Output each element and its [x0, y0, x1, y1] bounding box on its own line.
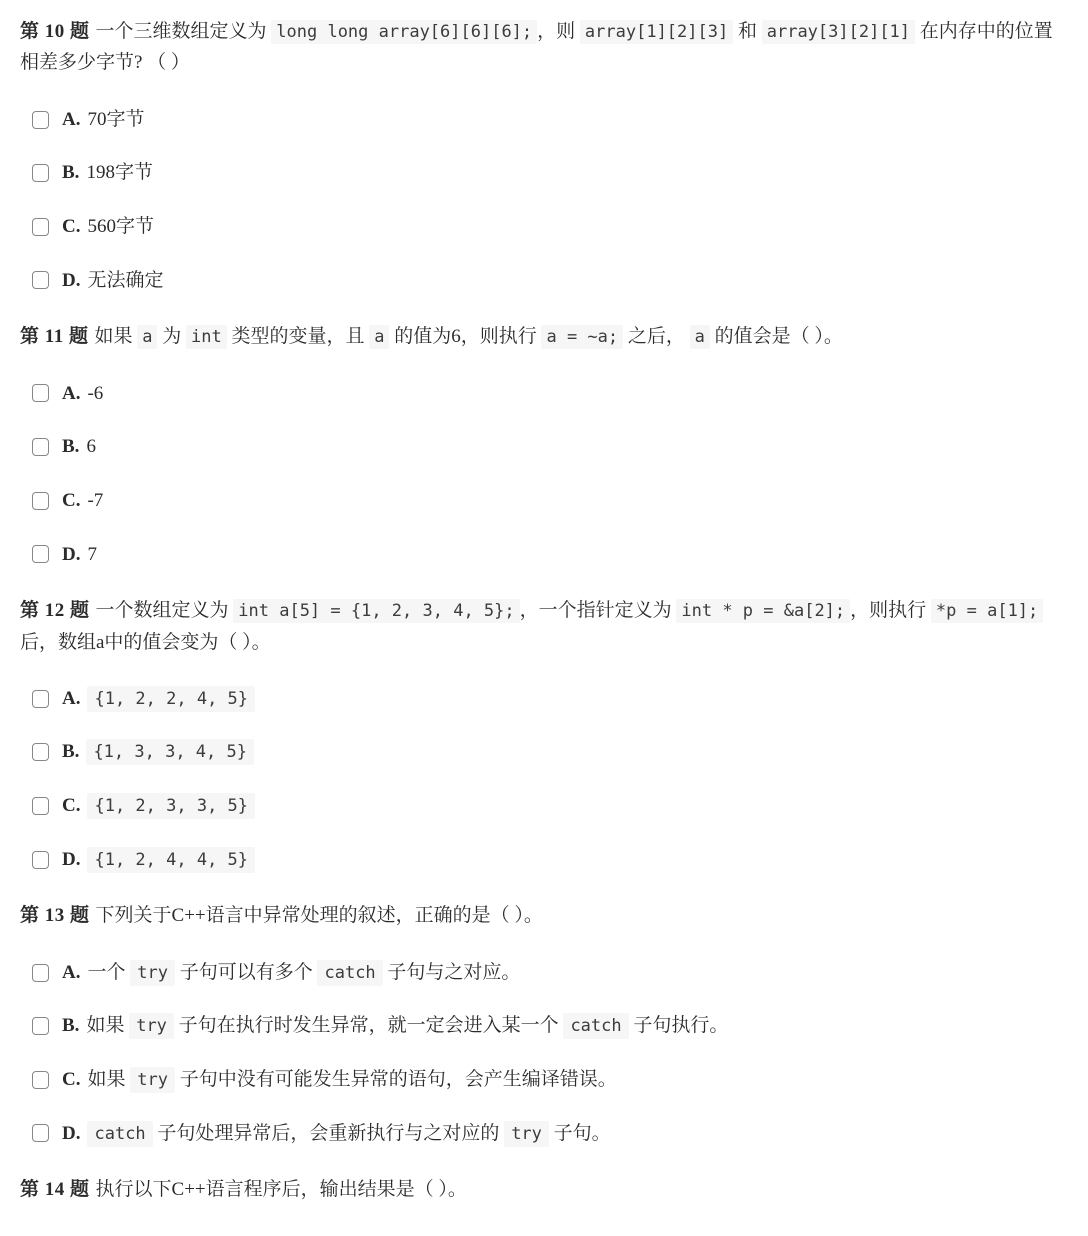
inline-code: catch	[87, 1121, 152, 1147]
option-content	[87, 542, 97, 568]
inline-code: a	[690, 325, 710, 349]
text-segment: 子句在执行时发生异常，就一定会进入某一个	[173, 1015, 564, 1037]
inline-code: catch	[563, 1013, 628, 1039]
option-content	[87, 107, 144, 133]
option-row-q11-B	[32, 434, 1066, 460]
option-checkbox[interactable]	[32, 851, 49, 869]
inline-code: a = ~a;	[541, 325, 623, 349]
inline-code: {1, 3, 3, 4, 5}	[86, 739, 254, 765]
text-segment: 如果	[86, 1015, 130, 1037]
inline-code: {1, 2, 3, 3, 5}	[87, 793, 255, 819]
inline-code: int a[5] = {1, 2, 3, 4, 5};	[233, 599, 519, 623]
option-content	[87, 488, 103, 514]
question-12	[20, 595, 1066, 872]
text-segment: 一个数组定义为	[95, 600, 234, 622]
option-checkbox[interactable]	[32, 164, 49, 182]
option-row-q12-C	[32, 793, 1066, 819]
option-row-q12-D	[32, 847, 1066, 873]
inline-code: try	[130, 960, 175, 986]
option-letter: D.	[62, 543, 81, 565]
option-letter: A.	[62, 108, 81, 130]
question-11	[20, 321, 1066, 567]
option-letter: A.	[62, 687, 81, 709]
text-segment: 如果	[87, 1069, 131, 1091]
question-stem	[20, 321, 1066, 352]
option-content	[87, 1121, 610, 1147]
option-checkbox[interactable]	[32, 1017, 49, 1035]
option-letter: D.	[62, 1122, 81, 1144]
inline-code: try	[129, 1013, 174, 1039]
option-checkbox[interactable]	[32, 743, 49, 761]
question-number: 第 13 题	[20, 905, 90, 927]
text-segment: 一个	[87, 961, 131, 983]
option-checkbox[interactable]	[32, 1124, 49, 1142]
inline-code: int	[186, 325, 227, 349]
option-row-q10-A	[32, 107, 1066, 133]
inline-code: a	[137, 325, 157, 349]
text-segment: 子句与之对应。	[382, 961, 521, 983]
option-letter: B.	[62, 162, 80, 184]
option-letter: C.	[62, 215, 81, 237]
inline-code: {1, 2, 4, 4, 5}	[87, 847, 255, 873]
option-row-q10-C	[32, 214, 1066, 240]
text-segment: 198字节	[86, 162, 153, 184]
text-segment: 70字节	[87, 108, 145, 130]
text-segment: 在内存中的位置相差多少字节? （ ）	[20, 21, 1053, 74]
option-content	[87, 268, 163, 294]
text-segment: 的值为6，则执行	[389, 326, 542, 348]
text-segment: 一个三维数组定义为	[95, 21, 272, 42]
inline-code: try	[504, 1121, 549, 1147]
text-segment: 子句可以有多个	[174, 961, 318, 983]
option-content	[86, 434, 96, 460]
text-segment: -7	[87, 489, 104, 511]
text-segment: 的值会是（ ）。	[709, 326, 843, 348]
text-segment: 子句处理异常后，会重新执行与之对应的	[152, 1122, 505, 1144]
text-segment: 子句。	[548, 1122, 611, 1144]
option-letter: B.	[62, 436, 80, 458]
option-content	[86, 160, 153, 186]
option-row-q12-A	[32, 686, 1066, 712]
question-10	[20, 16, 1066, 293]
option-checkbox[interactable]	[32, 1071, 49, 1089]
text-segment: 子句中没有可能发生异常的语句，会产生编译错误。	[174, 1069, 617, 1091]
inline-code: *p = a[1];	[931, 599, 1043, 623]
question-stem	[20, 900, 1066, 931]
option-row-q12-B	[32, 739, 1066, 765]
text-segment: 后，数组a中的值会变为（ ）。	[20, 631, 271, 653]
option-letter: C.	[62, 795, 81, 817]
inline-code: a	[369, 325, 389, 349]
option-row-q10-D	[32, 268, 1066, 294]
option-content	[87, 1067, 616, 1093]
option-checkbox[interactable]	[32, 384, 49, 402]
text-segment: ，则执行	[850, 600, 931, 622]
option-letter: B.	[62, 1015, 80, 1037]
option-row-q11-A	[32, 381, 1066, 407]
option-row-q13-C	[32, 1067, 1066, 1093]
text-segment: 如果	[94, 326, 138, 348]
question-number: 第 12 题	[20, 600, 90, 622]
inline-code: long long array[6][6][6];	[271, 20, 537, 44]
inline-code: array[1][2][3]	[580, 20, 733, 44]
text-segment: 和	[733, 21, 762, 42]
text-segment: 执行以下C++语言程序后，输出结果是（ ）。	[95, 1179, 467, 1201]
option-content	[87, 381, 103, 407]
option-checkbox[interactable]	[32, 545, 49, 563]
question-list	[20, 16, 1066, 1206]
text-segment: ，一个指针定义为	[519, 600, 677, 622]
option-content	[87, 214, 154, 240]
option-row-q11-D	[32, 542, 1066, 568]
text-segment: 类型的变量，且	[226, 326, 370, 348]
option-checkbox[interactable]	[32, 111, 49, 129]
option-checkbox[interactable]	[32, 690, 49, 708]
option-content	[87, 686, 255, 712]
option-checkbox[interactable]	[32, 218, 49, 236]
option-checkbox[interactable]	[32, 492, 49, 510]
inline-code: catch	[317, 960, 382, 986]
option-letter: A.	[62, 961, 81, 983]
question-stem	[20, 595, 1066, 658]
option-letter: A.	[62, 382, 81, 404]
inline-code: {1, 2, 2, 4, 5}	[87, 686, 255, 712]
option-content	[87, 793, 255, 819]
text-segment: 560字节	[87, 215, 154, 237]
text-segment: -6	[87, 382, 104, 404]
text-segment: 6	[86, 436, 96, 458]
question-14	[20, 1174, 1066, 1205]
text-segment: 为	[157, 326, 186, 348]
option-content	[86, 739, 254, 765]
inline-code: int * p = &a[2];	[676, 599, 850, 623]
inline-code: try	[130, 1067, 175, 1093]
option-row-q10-B	[32, 160, 1066, 186]
option-letter: B.	[62, 741, 80, 763]
option-letter: D.	[62, 848, 81, 870]
question-stem	[20, 16, 1066, 79]
text-segment: 7	[87, 543, 97, 565]
question-number: 第 10 题	[20, 21, 90, 42]
option-row-q11-C	[32, 488, 1066, 514]
option-letter: D.	[62, 269, 81, 291]
option-checkbox[interactable]	[32, 797, 49, 815]
option-checkbox[interactable]	[32, 438, 49, 456]
option-content	[87, 960, 520, 986]
question-number: 第 11 题	[20, 326, 89, 348]
option-letter: C.	[62, 1069, 81, 1091]
text-segment: 下列关于C++语言中异常处理的叙述，正确的是（ ）。	[95, 905, 543, 927]
option-row-q13-A	[32, 960, 1066, 986]
question-13	[20, 900, 1066, 1146]
option-checkbox[interactable]	[32, 271, 49, 289]
text-segment: 之后，	[623, 326, 690, 348]
option-checkbox[interactable]	[32, 964, 49, 982]
option-row-q13-D	[32, 1121, 1066, 1147]
question-number: 第 14 题	[20, 1179, 90, 1201]
inline-code: array[3][2][1]	[762, 20, 915, 44]
option-content	[86, 1013, 728, 1039]
question-stem	[20, 1174, 1066, 1205]
option-row-q13-B	[32, 1013, 1066, 1039]
text-segment: 子句执行。	[628, 1015, 729, 1037]
text-segment: ，则	[537, 21, 580, 42]
option-content	[87, 847, 255, 873]
text-segment: 无法确定	[87, 269, 164, 291]
option-letter: C.	[62, 489, 81, 511]
